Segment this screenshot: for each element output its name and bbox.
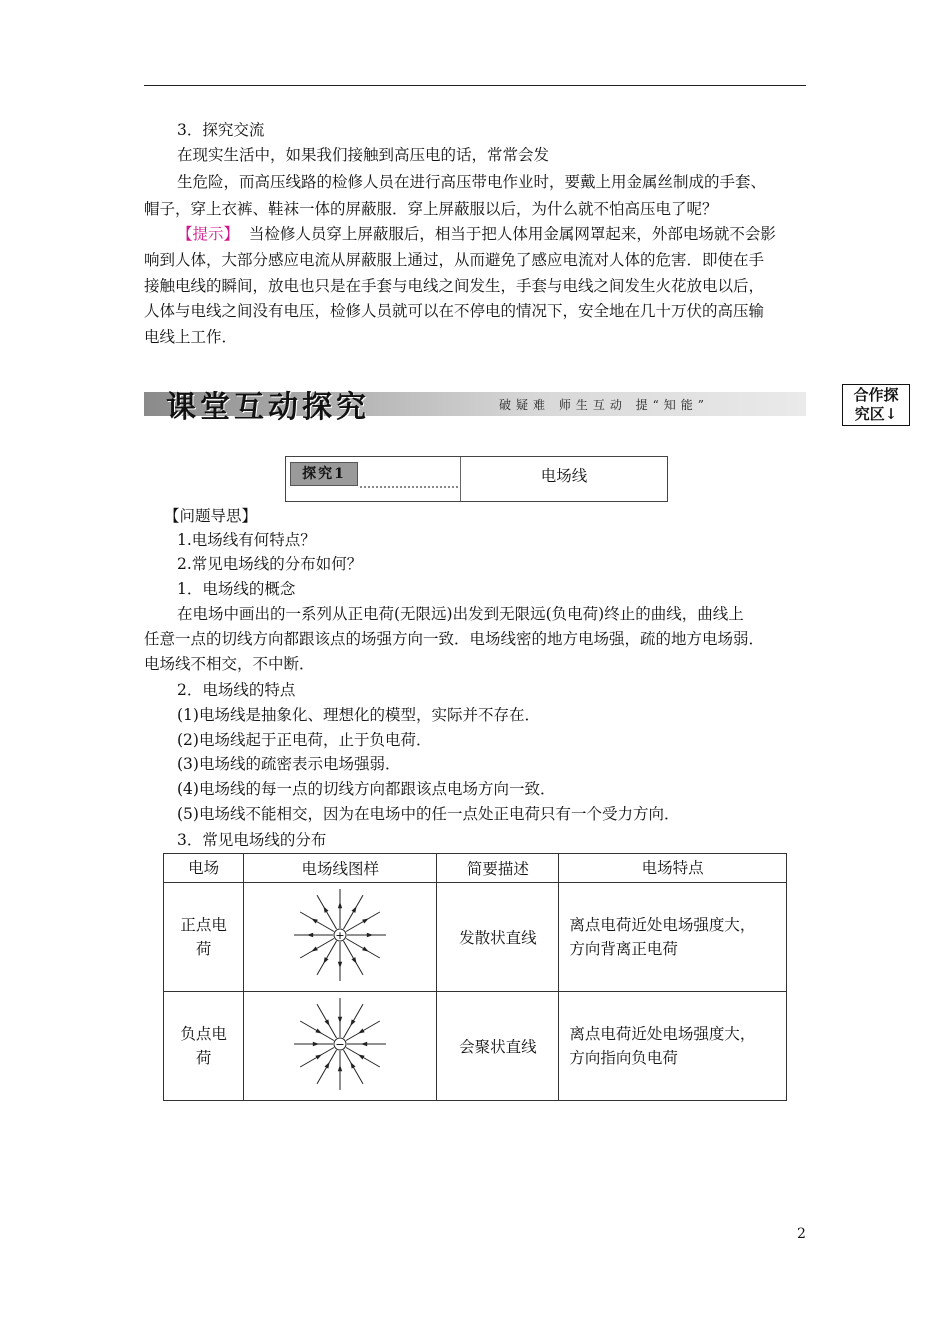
hint-line-4: 人体与电线之间没有电压，检修人员就可以在不停电的情况下，安全地在几十万伏的高压输 [144,302,765,320]
field-arrow [312,946,319,951]
field-arrow [324,957,329,964]
guide-question-2: 2.常见电场线的分布如何？ [177,555,363,573]
hint-line-3: 接触电线的瞬间，放电也只是在手套与电线之间发生，手套与电线之间发生火花放电以后， [144,277,765,295]
table-row [164,992,787,1101]
explore-dotted-line [360,486,458,488]
explore-tag: 探究1 [290,462,358,486]
field-arrow [324,906,329,913]
feature-line: 离点电荷近处电场强度大， [569,916,756,934]
positive-symbol: + [335,929,345,942]
field-arrow [325,1019,330,1026]
guide-question-1: 1.电场线有何特点？ [177,531,316,549]
concept-line-3: 电场线不相交，不中断． [144,655,315,673]
field-arrow [313,1042,319,1046]
field-arrow [367,933,373,937]
section3-heading: 3．探究交流 [177,121,265,139]
field-name-line: 荷 [195,1049,212,1067]
cooperation-badge [842,384,910,426]
desc-positive: 发散状直线 [437,883,559,992]
distribution-heading: 3．常见电场线的分布 [177,831,327,849]
field-name-positive [164,883,244,992]
field-arrow [338,1017,342,1023]
field-arrow [362,918,369,923]
feature-line: 方向指向负电荷 [569,1049,678,1067]
field-arrow [352,957,357,964]
table-header-row [164,854,787,883]
field-name-line: 负点电 [180,1025,227,1043]
concept-heading: 1．电场线的概念 [177,580,296,598]
section-banner [144,382,806,424]
field-distribution-table [163,853,787,1101]
field-arrow [361,1042,367,1046]
negative-symbol: − [335,1038,345,1051]
concept-line-2: 任意一点的切线方向都跟该点的场强方向一致．电场线密的地方电场强，疏的地方电场弱． [144,630,765,648]
header-description: 简要描述 [437,854,559,883]
header-pattern: 电场线图样 [244,854,437,883]
badge-line-2: 究区↓ [854,405,898,423]
hint-line-2: 响到人体，大部分感应电流从屏蔽服上通过，从而避免了感应电流对人体的危害．即使在手 [144,251,765,269]
field-arrow [351,1062,356,1069]
field-arrow [352,906,357,913]
explore-title: 电场线 [540,467,588,485]
section3-line-1: 在现实生活中，如果我们接触到高压电的话，常常会发 [177,146,550,164]
field-arrow [307,933,313,937]
features-heading: 2．电场线的特点 [177,681,296,699]
field-arrow [338,962,342,968]
field-arrow [312,918,319,923]
field-arrow [351,1019,356,1026]
hint-label: 【提示】 [177,225,240,243]
feature-line: 方向背离正电荷 [569,940,678,958]
section3-line-2: 生危险，而高压线路的检修人员在进行高压带电作业时，要戴上用金属丝制成的手套、 [177,173,767,191]
table-row [164,883,787,992]
banner-subtitle: 破疑难 师生互动 提“知能” [499,398,709,412]
feature-item-3: (3)电场线的疏密表示电场强弱． [177,755,401,773]
feature-item-5: (5)电场线不能相交，因为在电场中的任一点处正电荷只有一个受力方向． [177,805,680,823]
positive-charge-field-diagram [290,885,390,985]
field-name-line: 正点电 [180,916,227,934]
field-arrow [325,1062,330,1069]
field-arrow [338,1065,342,1071]
section3-line-3: 帽子，穿上衣裤、鞋袜一体的屏蔽服．穿上屏蔽服以后，为什么就不怕高压电了呢？ [144,200,718,218]
field-arrow [358,1054,365,1059]
field-name-line: 荷 [195,940,212,958]
field-arrow [316,1028,323,1033]
feature-line: 离点电荷近处电场强度大， [569,1025,756,1043]
badge-line-1: 合作探 [853,386,899,404]
header-rule [144,85,806,86]
desc-negative: 会聚状直线 [437,992,559,1101]
hint-first-text: 当检修人员穿上屏蔽服后，相当于把人体用金属网罩起来，外部电场就不会影 [248,225,776,243]
banner-title: 课堂互动探究 [166,390,370,425]
pattern-positive [244,883,437,992]
pattern-negative [244,992,437,1101]
field-arrow [358,1028,365,1033]
field-arrow [362,946,369,951]
feature-negative [559,992,787,1101]
field-name-negative [164,992,244,1101]
feature-item-1: (1)电场线是抽象化、理想化的模型，实际并不存在． [177,706,540,724]
explore-box [285,456,668,502]
hint-first-line [177,222,776,246]
concept-line-1: 在电场中画出的一系列从正电荷(无限远)出发到无限远(负电荷)终止的曲线，曲线上 [177,605,744,623]
guide-heading: 【问题导思】 [164,507,258,525]
field-arrow [316,1054,323,1059]
feature-positive [559,883,787,992]
negative-charge-field-diagram [290,994,390,1094]
header-field: 电场 [164,854,244,883]
feature-item-4: (4)电场线的每一点的切线方向都跟该点电场方向一致． [177,780,556,798]
feature-item-2: (2)电场线起于正电荷，止于负电荷． [177,731,432,749]
field-arrow [338,902,342,908]
page-number: 2 [797,1226,806,1242]
hint-line-5: 电线上工作． [144,328,238,346]
header-features: 电场特点 [559,854,787,883]
